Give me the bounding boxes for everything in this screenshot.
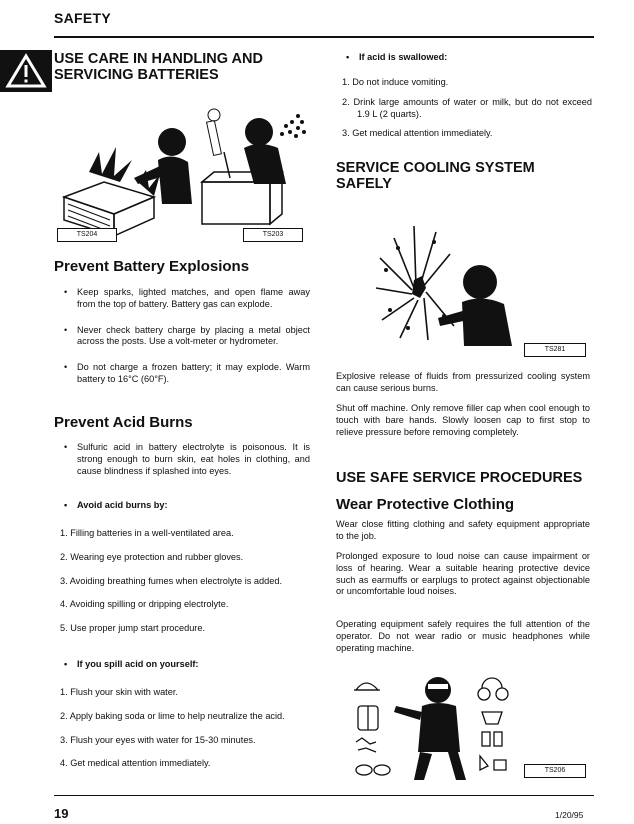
- protective-equipment-illustration: [352, 672, 512, 782]
- list-item: 4. Get medical attention immediately.: [60, 758, 211, 769]
- list-item: 2. Wearing eye protection and rubber gloves.: [60, 551, 244, 562]
- cooling-para-2: Shut off machine. Only remove filler cap when cool enough to touch with bare hands. Slowly loosen cap to first stop to relieve pressure before removing completely.: [336, 403, 590, 437]
- list-item: 5. Use proper jump start procedure.: [60, 623, 206, 634]
- section-title-line2: SERVICING BATTERIES: [54, 67, 219, 83]
- warning-triangle-icon: [0, 50, 52, 92]
- bullet-dot-icon: •: [64, 287, 68, 297]
- section-title-line2: SAFELY: [336, 176, 392, 192]
- bullet-dot-icon: •: [64, 324, 68, 335]
- figure-label-ts204: TS204: [57, 228, 117, 242]
- list-item: • Never check battery charge by placing a metal object across the posts. Use a volt-meter or hydrometer.: [64, 324, 310, 347]
- swallowed-steps: [342, 77, 592, 140]
- battery-acid-figure: [202, 109, 306, 224]
- figure-label-ts281: TS281: [524, 343, 586, 357]
- battery-explosion-figure: [64, 128, 192, 236]
- bullet-dot-icon: •: [64, 500, 68, 510]
- list-item: • Keep sparks, lighted matches, and open flame away from the top of battery. Battery gas can explode.: [64, 287, 310, 309]
- spill-steps: [60, 687, 310, 770]
- spill-label: • If you spill acid on yourself:: [64, 659, 199, 669]
- list-item: 3. Flush your eyes with water for 15-30 minutes.: [60, 734, 256, 745]
- bullet-dot-icon: •: [64, 442, 68, 452]
- footer-rule: [54, 795, 594, 796]
- warning-badge: [0, 50, 52, 92]
- section-title-line1: SERVICE COOLING SYSTEM: [336, 160, 535, 176]
- list-item: 1. Flush your skin with water.: [60, 687, 178, 697]
- list-item: 3. Get medical attention immediately.: [342, 128, 493, 139]
- bullet-dot-icon: •: [64, 362, 68, 373]
- procedures-para-1: Wear close fitting clothing and safety equipment appropriate to the job.: [336, 519, 590, 541]
- cooling-spray-illustration: [374, 218, 534, 348]
- figure-label-ts206: TS206: [524, 764, 586, 778]
- procedures-para-3: Operating equipment safely requires the full attention of the operator. Do not wear radio or music headphones while operating machine.: [336, 619, 590, 653]
- page-date: 1/20/95: [555, 810, 584, 820]
- section-title-procedures: USE SAFE SERVICE PROCEDURES: [336, 470, 583, 486]
- bullet-dot-icon: •: [64, 659, 68, 669]
- page-header-title: SAFETY: [54, 10, 112, 26]
- list-item: • Do not charge a frozen battery; it may explode. Warm battery to 16°C (60°F).: [64, 362, 310, 384]
- list-item: 1. Filling batteries in a well-ventilated area.: [60, 528, 234, 538]
- explosion-bullet-list: [64, 287, 310, 386]
- avoid-label: • Avoid acid burns by:: [64, 500, 168, 510]
- avoid-steps: [60, 528, 310, 635]
- swallowed-label: • If acid is swallowed:: [346, 52, 448, 62]
- page-number: 19: [54, 806, 69, 821]
- heading-protective-clothing: Wear Protective Clothing: [336, 496, 515, 513]
- list-item: 2. Drink large amounts of water or milk, but do not exceed 1.9 L (2 quarts).: [342, 96, 592, 119]
- list-item: 1. Do not induce vomiting.: [342, 77, 449, 87]
- acid-bullet: • Sulfuric acid in battery electrolyte is poisonous. It is strong enough to burn skin, eat holes in clothing, and cause blindness if splashed into eyes.: [64, 442, 310, 476]
- list-item: 2. Apply baking soda or lime to help neutralize the acid.: [60, 710, 285, 721]
- section-title-line1: USE CARE IN HANDLING AND: [54, 51, 263, 67]
- list-item: 4. Avoiding spilling or dripping electrolyte.: [60, 599, 229, 610]
- figure-label-ts203: TS203: [243, 228, 303, 242]
- battery-hazard-illustration: [54, 112, 314, 242]
- header-rule: [54, 36, 594, 38]
- bullet-dot-icon: •: [346, 52, 350, 62]
- list-item: 3. Avoiding breathing fumes when electrolyte is added.: [60, 575, 283, 586]
- cooling-para-1: Explosive release of fluids from pressurized cooling system can cause serious burns.: [336, 371, 590, 393]
- section-title-cooling: [336, 160, 596, 192]
- heading-prevent-acid-burns: Prevent Acid Burns: [54, 414, 193, 431]
- heading-prevent-explosions: Prevent Battery Explosions: [54, 258, 250, 275]
- procedures-para-2: Prolonged exposure to loud noise can cause impairment or loss of hearing. Wear a suitable hearing protective device such as earmuffs or earplugs to protect against objectionable or uncomfortable loud noises.: [336, 551, 590, 597]
- section-title-batteries: [54, 51, 314, 83]
